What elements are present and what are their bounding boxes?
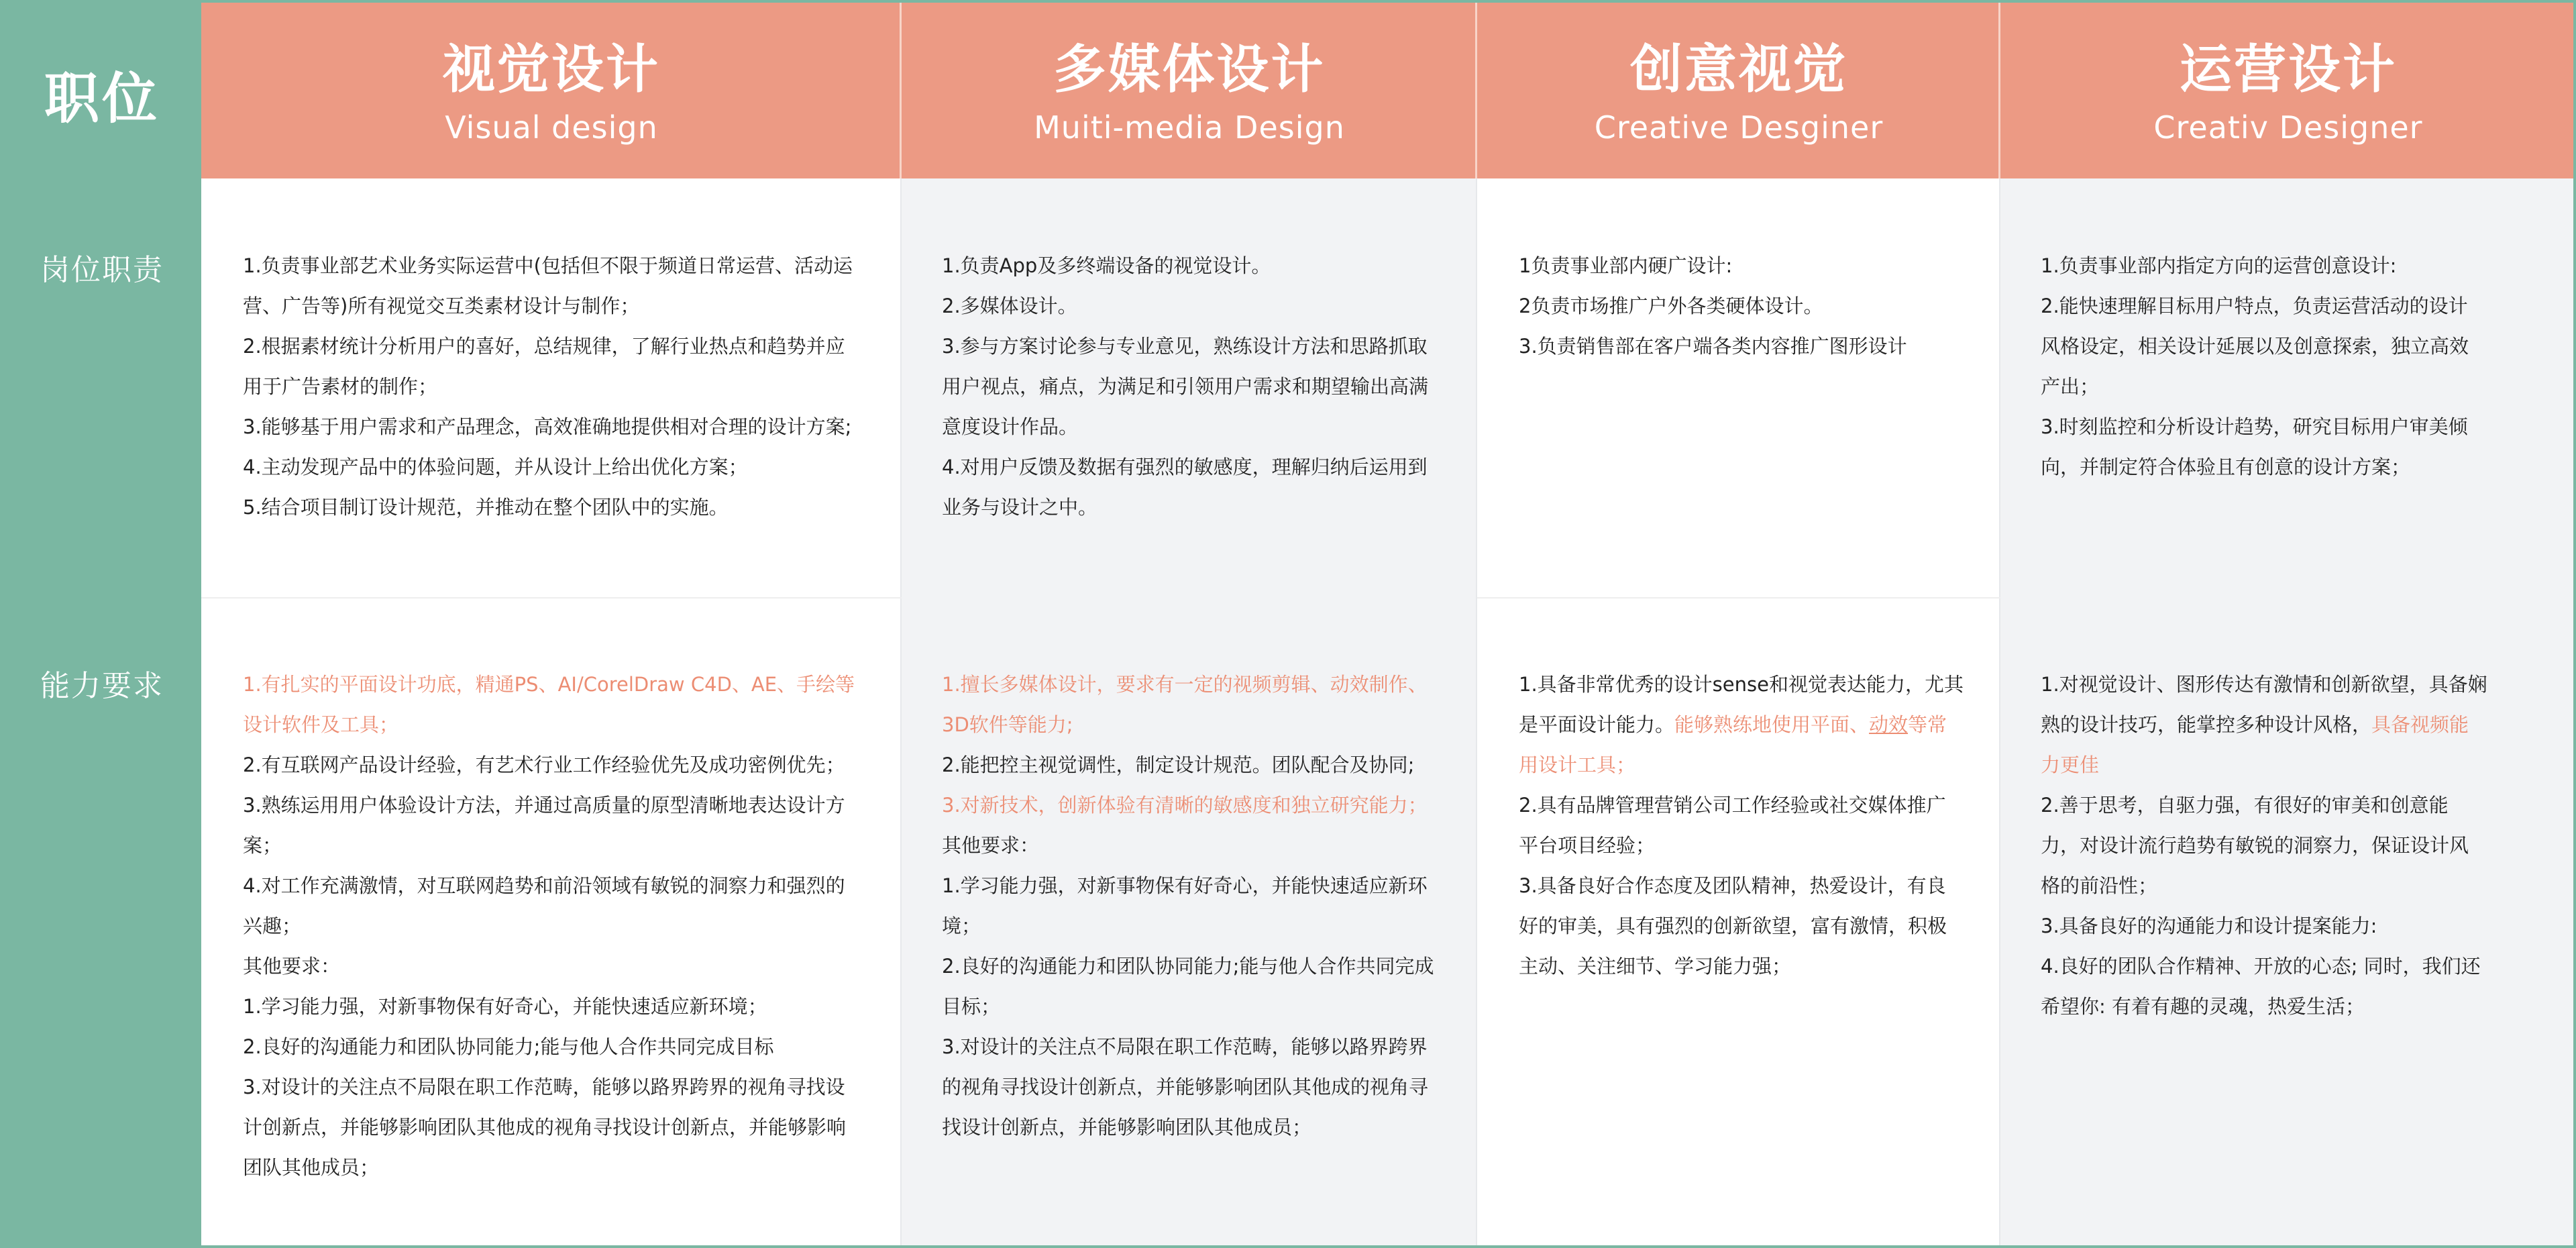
column-title-en: Creative Desginer <box>1594 109 1884 146</box>
highlight-text: 有扎实的平面设计功底，精通PS、AI/CorelDraw C4D、AE、手绘等 <box>261 673 855 696</box>
text-line: 团队其他成员； <box>243 1156 380 1179</box>
highlight-text: 擅长多媒体设计，要求有一定的视频剪辑、动效制作、 <box>960 673 1428 696</box>
responsibilities-text <box>942 246 1465 527</box>
text-line: 4.良好的团队合作精神、开放的心态; 同时，我们还 <box>2041 955 2481 978</box>
text-line: 用于广告素材的制作； <box>243 375 438 398</box>
column-header <box>201 3 902 178</box>
highlight-line: 设计软件及工具； <box>243 713 399 736</box>
text-line: 3.时刻监控和分析设计趋势，研究目标用户审美倾 <box>2041 415 2468 438</box>
highlight-line: 用设计工具； <box>1519 753 1636 776</box>
highlight-line: 力更佳 <box>2041 753 2100 776</box>
text-line: 的视角寻找设计创新点，并能够影响团队其他成的视角寻 <box>942 1076 1429 1098</box>
text-line: 3.对设计的关注点不局限在职工作范畴，能够以路界跨界 <box>942 1035 1428 1058</box>
text-line: 意度设计作品。 <box>942 415 1079 438</box>
text-line: 1.对视觉设计、图形传达有激情和创新欲望，具备娴 <box>2041 673 2487 696</box>
text-line <box>2041 705 2564 745</box>
text-line: 1.学习能力强，对新事物保有好奇心，并能快速适应新环境； <box>243 995 767 1018</box>
text-line: 1.负责事业部艺术业务实际运营中(包括但不限于频道日常运营、活动运 <box>243 254 853 277</box>
highlight-line: 3D软件等能力; <box>942 713 1073 736</box>
text-line: 2.根据素材统计分析用户的喜好，总结规律，了解行业热点和趋势并应 <box>243 335 845 358</box>
text-line: 4.对用户反馈及数据有强烈的敏感度，理解归纳后运用到 <box>942 456 1428 478</box>
text-line: 平台项目经验； <box>1519 834 1656 857</box>
text-line: 目标； <box>942 995 1001 1018</box>
requirements-label: 能力要求 <box>40 669 164 703</box>
text-line: 3.能够基于用户需求和产品理念，高效准确地提供相对合理的设计方案; <box>243 415 852 438</box>
text-line <box>942 664 1465 705</box>
text-line: 向，并制定符合体验且有创意的设计方案； <box>2041 456 2411 478</box>
text-line: 案； <box>243 834 282 857</box>
text-line: 希望你: 有着有趣的灵魂，热爱生活； <box>2041 995 2365 1018</box>
text-line: 计创新点，并能够影响团队其他成的视角寻找设计创新点，并能够影响 <box>243 1116 847 1139</box>
text-line: 1.负责事业部内指定方向的运营创意设计: <box>2041 254 2397 277</box>
text-line: 业务与设计之中。 <box>942 496 1098 519</box>
text-line: 2.有互联网产品设计经验，有艺术行业工作经验优先及成功密例优先； <box>243 753 845 776</box>
text-line: 2负责市场推广户外各类硬体设计。 <box>1519 295 1823 317</box>
requirements-text <box>2041 664 2564 1027</box>
requirements-text <box>1519 664 1988 986</box>
text-line: 3.熟练运用用户体验设计方法，并通过高质量的原型清晰地表达设计方 <box>243 794 845 817</box>
sidebar-title: 职位 <box>44 67 160 131</box>
text-line: 力，对设计流行趋势有敏锐的洞察力，保证设计风 <box>2041 834 2469 857</box>
text-line: 2.良好的沟通能力和团队协同能力;能与他人合作共同完成目标 <box>243 1035 774 1058</box>
requirements-text <box>942 664 1465 1147</box>
text-line: 3.参与方案讨论参与专业意见，熟练设计方法和思路抓取 <box>942 335 1428 358</box>
text-line: 1.具备非常优秀的设计sense和视觉表达能力，尤其 <box>1519 673 1964 696</box>
column-header <box>902 3 1477 178</box>
text-line <box>1519 705 1988 745</box>
column-multimedia-design <box>902 3 1477 1248</box>
text-line: 格的前沿性； <box>2041 874 2158 897</box>
text-line: 3.负责销售部在客户端各类内容推广图形设计 <box>1519 335 1907 358</box>
highlight-text: 1. <box>942 673 961 696</box>
text-line: 用户视点，痛点，为满足和引领用户需求和期望输出高满 <box>942 375 1429 398</box>
text-line: 2.善于思考，自驱力强，有很好的审美和创意能 <box>2041 794 2449 817</box>
column-operations-design <box>2000 3 2576 1248</box>
column-title-en: Muiti-media Design <box>1034 109 1345 146</box>
highlight-text: 3. <box>942 794 961 817</box>
highlight-text: 等常 <box>1908 713 1947 736</box>
text-line: 风格设定，相关设计延展以及创意探索，独立高效 <box>2041 335 2469 358</box>
text-line: 其他要求： <box>243 955 341 978</box>
text-line: 产出； <box>2041 375 2100 398</box>
column-title-zh: 多媒体设计 <box>1053 40 1326 100</box>
text-line: 其他要求： <box>942 834 1040 857</box>
text-line: 2.能快速理解目标用户特点，负责运营活动的设计 <box>2041 295 2468 317</box>
plain-text: 熟的设计技巧，能掌控多种设计风格， <box>2041 713 2372 736</box>
highlight-text: 能够熟练地使用平面、 <box>1674 713 1870 736</box>
text-line: 2.良好的沟通能力和团队协同能力;能与他人合作共同完成 <box>942 955 1434 978</box>
text-line: 主动、关注细节、学习能力强； <box>1519 955 1792 978</box>
text-line: 3.具备良好的沟通能力和设计提案能力: <box>2041 915 2377 937</box>
column-title-zh: 运营设计 <box>2179 40 2397 100</box>
sidebar <box>3 3 201 1248</box>
highlight-text: 具备视频能 <box>2371 713 2469 736</box>
text-line: 2.能把控主视觉调性，制定设计规范。团队配合及协同; <box>942 753 1415 776</box>
text-line: 境； <box>942 915 981 937</box>
requirements-text <box>243 664 887 1188</box>
plain-text: 是平面设计能力。 <box>1519 713 1675 736</box>
text-line: 找设计创新点，并能够影响团队其他成员； <box>942 1116 1312 1139</box>
row-divider <box>201 597 902 599</box>
column-title-zh: 视觉设计 <box>442 40 660 100</box>
responsibilities-label: 岗位职责 <box>40 253 164 287</box>
text-line: 好的审美，具有强烈的创新欲望，富有激情，积极 <box>1519 915 1947 937</box>
text-line: 1.学习能力强，对新事物保有好奇心，并能快速适应新环 <box>942 874 1428 897</box>
column-header <box>1477 3 2000 178</box>
column-title-zh: 创意视觉 <box>1629 40 1847 100</box>
responsibilities-text <box>243 246 887 527</box>
text-line: 3.具备良好合作态度及团队精神，热爱设计，有良 <box>1519 874 1946 897</box>
text-line <box>243 664 887 705</box>
highlight-text: 对新技术，创新体验有清晰的敏感度和独立研究能力； <box>960 794 1428 817</box>
text-line <box>942 785 1465 825</box>
text-line: 兴趣； <box>243 915 302 937</box>
text-line: 1.负责App及多终端设备的视觉设计。 <box>942 254 1271 277</box>
text-line: 4.主动发现产品中的体验问题，并从设计上给出优化方案； <box>243 456 748 478</box>
text-line: 3.对设计的关注点不局限在职工作范畴，能够以路界跨界的视角寻找设 <box>243 1076 845 1098</box>
text-line: 2.具有品牌管理营销公司工作经验或社交媒体推广 <box>1519 794 1946 817</box>
responsibilities-text <box>2041 246 2564 487</box>
column-visual-design <box>201 3 902 1248</box>
text-line: 营、广告等)所有视觉交互类素材设计与制作； <box>243 295 640 317</box>
text-line: 5.结合项目制订设计规范，并推动在整个团队中的实施。 <box>243 496 729 519</box>
column-title-en: Visual design <box>445 109 658 146</box>
highlight-text: 1. <box>243 673 262 696</box>
column-creative-visual <box>1477 3 2000 1248</box>
column-title-en: Creativ Designer <box>2153 109 2423 146</box>
row-divider <box>1477 597 2000 599</box>
responsibilities-text <box>1519 246 1988 366</box>
underlined-highlight-text: 动效 <box>1869 713 1909 736</box>
text-line: 4.对工作充满激情，对互联网趋势和前沿领域有敏锐的洞察力和强烈的 <box>243 874 845 897</box>
column-header <box>2000 3 2576 178</box>
text-line: 2.多媒体设计。 <box>942 295 1077 317</box>
text-line: 1负责事业部内硬广设计: <box>1519 254 1733 277</box>
